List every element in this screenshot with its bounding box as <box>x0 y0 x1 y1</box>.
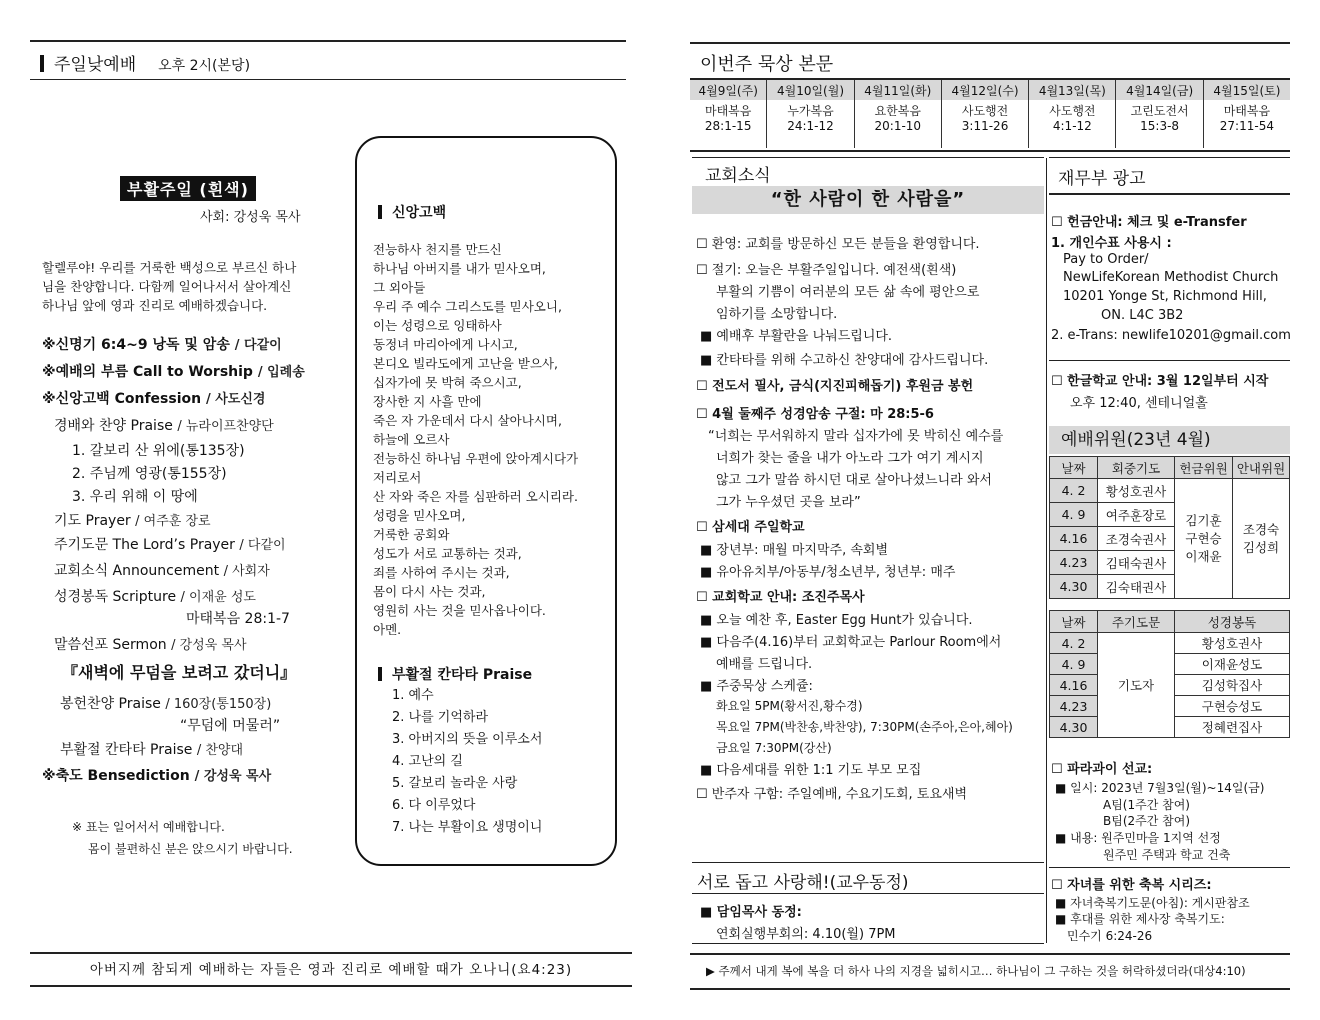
lords-prayer-cell: 기도자 <box>1098 633 1175 738</box>
order-item: 성경봉독 Scripture / 이재윤 성도 <box>54 589 256 605</box>
verse-line: “너희는 무서워하지 말라 십자가에 못 박히신 예수를 <box>708 429 1004 444</box>
prayer-cell: 김태숙권사 <box>1098 551 1175 575</box>
news-rule <box>692 157 1044 158</box>
finance-item: ☐ 헌금안내: 체크 및 e-Transfer <box>1051 215 1247 230</box>
news-theme: “한 사람이 한 사람을” <box>692 186 1044 214</box>
date-cell: 4.30 <box>1050 575 1098 599</box>
creed-line: 이는 성령으로 잉태하사 <box>373 318 502 333</box>
committee-heading: 예배위원(23년 4월) <box>1049 426 1290 454</box>
creed-line: 거룩한 공회와 <box>373 527 450 542</box>
order-item: 부활절 칸타타 Praise / 찬양대 <box>60 742 244 758</box>
news-item: ☐ 삼세대 주일학교 <box>696 520 805 535</box>
news-item: ☐ 환영: 교회를 방문하신 모든 분들을 환영합니다. <box>696 237 980 252</box>
creed-line: 전능하사 천지를 만드신 <box>373 242 502 257</box>
creed-line: 전능하신 하나님 우편에 앉아계시다가 <box>373 451 579 466</box>
news-item: ☐ 전도서 필사, 금식(지진피해돕기) 후원금 봉헌 <box>696 379 974 394</box>
date-cell: 4. 9 <box>1050 654 1098 675</box>
reader-cell: 김성학집사 <box>1175 675 1290 696</box>
news-item: ■ 다음세대를 위한 1:1 기도 부모 모집 <box>700 763 922 778</box>
call-line: 하나님 앞에 영과 진리로 예배하겠습니다. <box>42 298 268 313</box>
prayer-cell: 황성호권사 <box>1098 479 1175 503</box>
readings-bottom-rule <box>690 150 1290 152</box>
news-item: ■ 주중묵상 스케쥴: <box>700 679 813 694</box>
reading-cell: 고린도전서 15:3-8 <box>1116 100 1203 148</box>
order-item: 기도 Prayer / 여주훈 장로 <box>54 513 211 529</box>
footer-verse: 아버지께 참되게 예배하는 자들은 영과 진리로 예배할 때가 오나니(요4:23) <box>89 962 573 978</box>
council-rule <box>692 862 1044 863</box>
news-item: 임하기를 소망합니다. <box>716 307 838 322</box>
reading-date: 4월12일(수) <box>941 80 1028 100</box>
cantata-item: 2. 나를 기억하라 <box>392 710 489 725</box>
finance-rule <box>1049 157 1290 158</box>
call-line: 할렐루야! 우리를 거룩한 백성으로 부르신 하나 <box>42 260 297 275</box>
news-item: ☐ 절기: 오늘은 부활주일입니다. 예전색(흰색) <box>696 263 957 278</box>
hymn-item: 1. 갈보리 산 위에(통135장) <box>72 443 245 459</box>
order-item: ※축도 Bensediction / 강성욱 목사 <box>42 768 272 784</box>
seated-note: 몸이 불편하신 분은 앉으시기 바랍니다. <box>88 842 293 856</box>
date-cell: 4. 2 <box>1050 633 1098 654</box>
finance-heading: 재무부 광고 <box>1058 169 1146 189</box>
finance-item: Pay to Order/ <box>1063 252 1149 267</box>
footer-rule-bottom <box>30 985 632 987</box>
council-item: 연회실행부회의: 4.10(월) 7PM <box>716 927 896 942</box>
news-heading: 교회소식 <box>705 166 771 186</box>
date-cell: 4.16 <box>1050 527 1098 551</box>
schedule-line: 금요일 7:30PM(강산) <box>716 741 832 755</box>
standing-note: ※ 표는 일어서서 예배합니다. <box>72 820 225 834</box>
creed-line: 하늘에 오르사 <box>373 432 450 447</box>
council-item: ■ 담임목사 동정: <box>700 905 802 920</box>
news-item: 예배를 드립니다. <box>716 657 813 672</box>
reading-cell: 요한복음 20:1-10 <box>854 100 941 148</box>
hymn-item: 2. 주님께 영광(통155장) <box>72 466 227 482</box>
cantata-item: 7. 나는 부활이요 생명이니 <box>392 820 543 835</box>
cantata-list <box>392 685 542 839</box>
order-item: 교회소식 Announcement / 사회자 <box>54 563 270 579</box>
reading-cell: 사도행전 3:11-26 <box>941 100 1028 148</box>
prayer-cell: 여주훈장로 <box>1098 503 1175 527</box>
reading-cell: 마태복음 28:1-15 <box>704 104 752 133</box>
date-cell: 4. 2 <box>1050 479 1098 503</box>
order-item: ※예배의 부름 Call to Worship / 입례송 <box>42 364 305 380</box>
footer-rule <box>30 952 632 954</box>
children-item: ■ 후대를 위한 제사장 축복기도: <box>1055 912 1225 926</box>
date-cell: 4.23 <box>1050 551 1098 575</box>
paraguay-item: A팀(1주간 참여) <box>1103 798 1190 812</box>
usher-cell: 조경숙 김성희 <box>1233 479 1290 599</box>
reader-cell: 구현승성도 <box>1175 696 1290 717</box>
col-header: 주기도문 <box>1098 611 1175 633</box>
finance-rule-2 <box>1049 193 1290 195</box>
reader-cell: 황성호권사 <box>1175 633 1290 654</box>
news-item: ☐ 반주자 구함: 주일예배, 수요기도회, 토요새벽 <box>696 787 968 802</box>
footer-rule-bottom <box>690 988 1290 990</box>
service-title: 부활주일 (흰색) <box>120 176 256 201</box>
prayer-cell: 조경숙권사 <box>1098 527 1175 551</box>
news-item: 부활의 기쁨이 여러분의 모든 삶 속에 평안으로 <box>716 285 980 300</box>
creed-line: 저리로서 <box>373 470 422 485</box>
cantata-item: 3. 아버지의 뜻을 이루소서 <box>392 732 543 747</box>
date-cell: 4.30 <box>1050 717 1098 738</box>
date-cell: 4. 9 <box>1050 503 1098 527</box>
creed-line: 성령을 믿사오며, <box>373 508 466 523</box>
order-item: 경배와 찬양 Praise / 뉴라이프찬양단 <box>54 418 274 434</box>
news-item: ☐ 교회학교 안내: 조진주목사 <box>696 590 865 605</box>
top-rule <box>30 40 626 42</box>
reader-cell: 정혜련집사 <box>1175 717 1290 738</box>
reading-date: 4월15일(토) <box>1203 80 1290 100</box>
verse-line: 않고 그가 말씀 하시던 대로 살아나셨느니라 와서 <box>716 473 992 488</box>
column-divider <box>1046 158 1047 943</box>
children-heading: ☐ 자녀를 위한 축복 시리즈: <box>1051 878 1212 893</box>
korean-school-time: 오후 12:40, 센테니얼홀 <box>1070 396 1208 411</box>
reading-cell: 사도행전 4:1-12 <box>1029 100 1116 148</box>
news-item: ■ 유아유치부/아동부/청소년부, 청년부: 매주 <box>700 565 956 580</box>
creed-line: 산 자와 죽은 자를 심판하러 오시리라. <box>373 489 578 504</box>
readings-table <box>690 80 1290 148</box>
service-name: 주일낮예배 <box>54 55 137 75</box>
prayer-cell: 김숙태권사 <box>1098 575 1175 599</box>
service-time: 오후 2시(본당) <box>158 58 251 74</box>
schedule-line: 목요일 7PM(박찬송,박찬양), 7:30PM(손주아,은아,혜아) <box>716 720 1013 734</box>
paraguay-item: ■ 일시: 2023년 7월3일(월)~14일(금) <box>1055 781 1265 795</box>
offering-cell: 김기훈 구현승 이재윤 <box>1175 479 1233 599</box>
cantata-heading: 부활절 칸타타 Praise <box>378 664 532 684</box>
call-to-worship <box>42 258 334 315</box>
verse-line: 그가 누우셨던 곳을 보라” <box>716 495 861 510</box>
date-cell: 4.23 <box>1050 696 1098 717</box>
finance-item: ON. L4C 3B2 <box>1101 308 1184 323</box>
news-item: ■ 칸타타를 위해 수고하신 찬양대에 감사드립니다. <box>700 353 989 368</box>
cantata-item: 6. 다 이루었다 <box>392 798 476 813</box>
news-item: ■ 예배후 부활란을 나눠드립니다. <box>700 329 893 344</box>
korean-school: ☐ 한글학교 안내: 3월 12일부터 시작 <box>1051 374 1269 389</box>
finance-item: NewLifeKorean Methodist Church <box>1063 270 1279 285</box>
reading-cell: 누가복음 24:1-12 <box>767 100 854 148</box>
finance-item: 2. e-Trans: newlife10201@gmail.com <box>1051 328 1291 343</box>
scripture-table <box>1049 610 1290 738</box>
sermon-title: 『새벽에 무덤을 보려고 갔더니』 <box>62 663 297 682</box>
creed-line: 그 외아들 <box>373 280 426 295</box>
col-header: 성경봉독 <box>1175 611 1290 633</box>
call-line: 님을 찬양합니다. 다함께 일어나서서 살아계신 <box>42 279 292 294</box>
header-bar <box>40 55 44 72</box>
verse-line: 너희가 찾는 줄을 내가 아노라 그가 여기 계시지 <box>716 451 984 466</box>
presider: 사회: 강성욱 목사 <box>200 210 301 225</box>
news-item: ☐ 4월 둘째주 성경암송 구절: 마 28:5-6 <box>696 407 934 422</box>
creed-line: 영원히 사는 것을 믿사옵나이다. <box>373 603 546 618</box>
paraguay-heading: ☐ 파라과이 선교: <box>1051 762 1153 777</box>
cantata-item: 5. 갈보리 놀라운 사랑 <box>392 776 518 791</box>
council-rule-2 <box>692 893 1044 894</box>
order-item: ※신앙고백 Confession / 사도신경 <box>42 391 266 407</box>
apostles-creed <box>373 240 613 639</box>
col-header: 헌금위원 <box>1175 457 1233 479</box>
paraguay-item: B팀(2주간 참여) <box>1103 814 1191 828</box>
council-rule-3 <box>692 943 1044 944</box>
finance-rule-3 <box>1049 360 1290 361</box>
news-item: ■ 장년부: 매월 마지막주, 속회별 <box>700 543 889 558</box>
col-header: 날짜 <box>1050 457 1098 479</box>
creed-heading: 신앙고백 <box>378 202 446 222</box>
creed-line: 죄를 사하여 주시는 것과, <box>373 565 510 580</box>
creed-line: 십자가에 못 박혀 죽으시고, <box>373 375 522 390</box>
reading-date: 4월11일(화) <box>854 80 941 100</box>
reading-cell: 마태복음 27:11-54 <box>1203 100 1290 148</box>
footer-verse: ▶ 주께서 내게 복에 복을 더 하사 나의 지경을 넓히시고… 하나님이 그 구하는 것을 허락하셨더라(대상4:10) <box>706 964 1246 978</box>
committee-table <box>1049 456 1290 599</box>
order-item: 봉헌찬양 Praise / 160장(통150장) <box>60 696 272 712</box>
schedule-line: 화요일 5PM(황서진,황수경) <box>716 699 863 713</box>
paraguay-item: 원주민 주택과 학교 건축 <box>1103 848 1231 862</box>
council-heading: 서로 돕고 사랑해!(교우동정) <box>697 873 909 893</box>
creed-line: 성도가 서로 교통하는 것과, <box>373 546 522 561</box>
creed-line: 우리 주 예수 그리스도를 믿사오니, <box>373 299 562 314</box>
order-item: ※신명기 6:4~9 낭독 및 암송 / 다같이 <box>42 337 282 353</box>
heading-bar <box>378 205 382 219</box>
children-rule <box>1049 867 1290 868</box>
order-item: 주기도문 The Lord’s Prayer / 다같이 <box>54 537 286 553</box>
cantata-item: 1. 예수 <box>392 688 434 703</box>
creed-line: 죽은 자 가운데서 다시 살아나시며, <box>373 413 562 428</box>
order-item: 말씀선포 Sermon / 강성욱 목사 <box>54 637 247 653</box>
finance-item: 1. 개인수표 사용시 : <box>1051 236 1172 251</box>
reading-date: 4월13일(목) <box>1029 80 1116 100</box>
creed-line: 동정녀 마리아에게 나시고, <box>373 337 518 352</box>
reading-date: 4월14일(금) <box>1116 80 1203 100</box>
reader-cell: 이재윤성도 <box>1175 654 1290 675</box>
paraguay-item: ■ 내용: 원주민마을 1지역 선정 <box>1055 831 1221 845</box>
reading-date: 4월9일(주) <box>690 80 767 100</box>
heading-bar <box>378 667 382 681</box>
hymn-title: “무덤에 머물러” <box>180 718 281 734</box>
creed-line: 본디오 빌라도에게 고난을 받으사, <box>373 356 558 371</box>
news-item: ■ 다음주(4.16)부터 교회학교는 Parlour Room에서 <box>700 635 1002 650</box>
creed-line: 장사한 지 사흘 만에 <box>373 394 482 409</box>
creed-line: 아멘. <box>373 622 402 637</box>
date-cell: 4.16 <box>1050 675 1098 696</box>
reading-date: 4월10일(월) <box>767 80 854 100</box>
creed-line: 몸이 다시 사는 것과, <box>373 584 486 599</box>
children-item: 민수기 6:24-26 <box>1067 929 1153 943</box>
news-item: ■ 오늘 예찬 후, Easter Egg Hunt가 있습니다. <box>700 613 973 628</box>
header-rule <box>30 79 626 80</box>
creed-line: 하나님 아버지를 내가 믿사오며, <box>373 261 546 276</box>
col-header: 안내위원 <box>1233 457 1290 479</box>
page-header <box>40 50 250 75</box>
cantata-item: 4. 고난의 길 <box>392 754 463 769</box>
col-header: 회중기도 <box>1098 457 1175 479</box>
col-header: 날짜 <box>1050 611 1098 633</box>
finance-item: 10201 Yonge St, Richmond Hill, <box>1063 289 1267 304</box>
hymn-item: 3. 우리 위해 이 땅에 <box>72 489 198 505</box>
children-item: ■ 자녀축복기도문(아침): 게시판참조 <box>1055 896 1250 910</box>
footer-rule <box>690 953 1290 955</box>
readings-title: 이번주 묵상 본문 <box>700 54 834 75</box>
scripture-ref: 마태복음 28:1-7 <box>186 611 290 627</box>
top-rule <box>690 42 1290 44</box>
